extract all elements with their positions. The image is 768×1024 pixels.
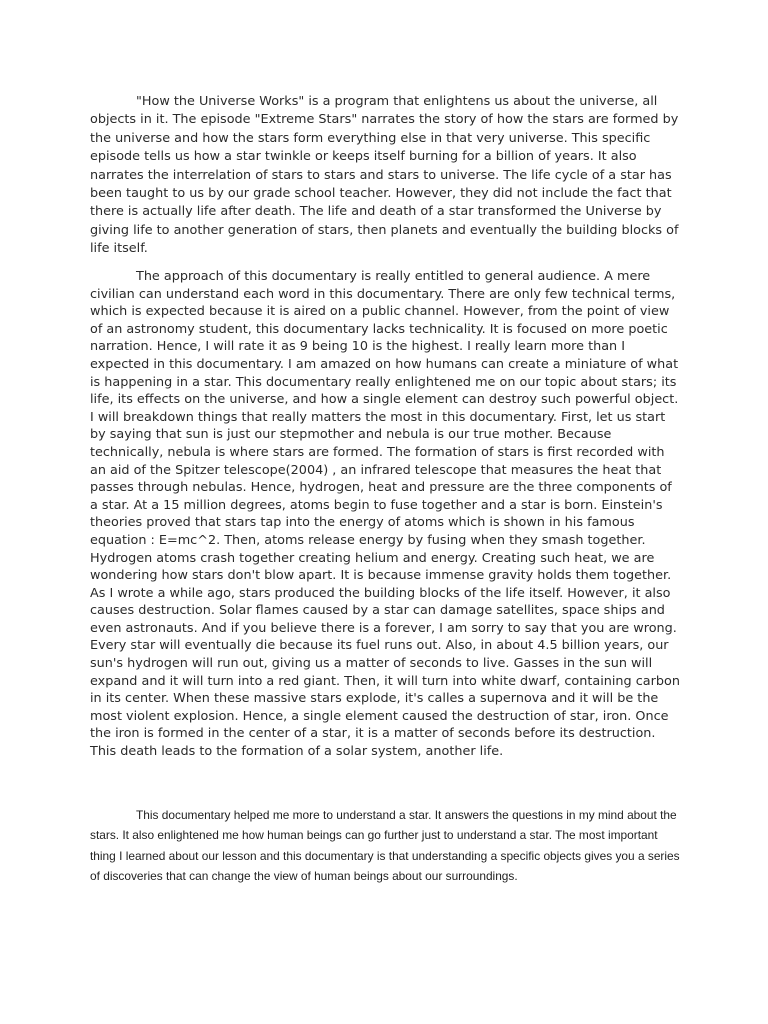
paragraph-approach: The approach of this documentary is really entitled to general audience. A mere civilian can understand each word in this documentary. There are only few technical terms, which is expected because it is aired on a public channel. However, from the point of view of an astronomy student, this documentary lacks technicality. It is focused on more poetic narration. Hence, I will rate it as 9 being 10 is the highest. I really learn more than I expected in this documentary. I am amazed on how humans can create a miniature of what is happening in a star. This documentary really enlightened me on our topic about stars; its life, its effects on the universe, and how a single element can destroy such powerful object. I will breakdown things that really matters the most in this documentary. First, let us start by saying that sun is just our stepmother and nebula is our true mother. Because technically, nebula is where stars are formed. The formation of stars is first recorded with an aid of the Spitzer telescope(2004) , an infrared telescope that measures the heat that passes through nebulas. Hence, hydrogen, heat and pressure are the three components of a star. At a 15 million degrees, atoms begin to fuse together and a star is born. Einstein's theories proved that stars tap into the energy of atoms which is shown in his famous equation : E=mc^2. Then, atoms release energy by fusing when they smash together. Hydrogen atoms crash together creating helium and energy. Creating such heat, we are wondering how stars don't blow apart. It is because immense gravity holds them together. As I wrote a while ago, stars produced the building blocks of the life itself. However, it also causes destruction. Solar flames caused by a star can damage satellites, space ships and even astronauts. And if you believe there is a forever, I am sorry to say that you are wrong. Every star will eventually die because its fuel runs out. Also, in about 4.5 billion years, our sun's hydrogen will run out, giving us a matter of seconds to live. Gasses in the sun will expand and it will turn into a red giant. Then, it will turn into white dwarf, containing carbon in its center. When these massive stars explode, it's calles a supernova and it will be the most violent explosion. Hence, a single element caused the destruction of star, iron. Once the iron is formed in the center of a star, it is a matter of seconds before its destruction. This death leads to the formation of a solar system, another life. bbox=[90, 269, 680, 760]
paragraph-intro: "How the Universe Works" is a program that enlightens us about the universe, all objects in it. The episode "Extreme Stars" narrates the story of how the stars are formed by the universe and how the stars form everything else in that very universe. This specific episode tells us how a star twinkle or keeps itself burning for a billion of years. It also narrates the interrelation of stars to stars and stars to universe. The life cycle of a star has been taught to us by our grade school teacher. However, they did not include the fact that there is actually life after death. The life and death of a star transformed the Universe by giving life to another generation of stars, then planets and eventually the building blocks of life itself. bbox=[90, 94, 679, 257]
paragraph-conclusion: This documentary helped me more to understand a star. It answers the questions in my mind about the stars. It also enlightened me how human beings can go further just to understand a star. The most important thing I learned about our lesson and this documentary is that understanding a specific objects gives you a series of discoveries that can change the view of human beings about our surroundings. bbox=[90, 808, 680, 884]
